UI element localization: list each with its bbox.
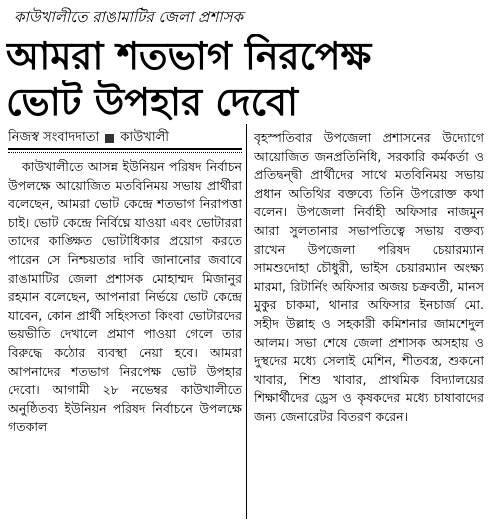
headline-line-2: ভোট উপহার দেবো — [6, 80, 299, 124]
square-bullet-icon — [105, 134, 114, 143]
article-paragraph-left: কাউখালীতে আসন্ন ইউনিয়ন পরিষদ নির্বাচন উপলক্ষে আয়োজিত মতবিনিময় সভায় প্রার্থীরা বলেছেন, আমরা ভোট কেন্দ্রে শতভাগ নিরাপত্তা চাই। ভোট কেন্দ্রে নির্বিঘ্নে যাওয়া এবং ভোটাররা তাদের কাঙ্ক্ষিত ভোটাধিকার প্রয়োগ করতে পারেন সে নিশ্চয়তার দাবি জানানোর জবাবে রাঙামাটির জেলা প্রশাসক মোহাম্মদ মিজানুর রহমান বলেছেন, আপনারা নির্ভয়ে ভোট কেন্দ্রে যাবেন, কোন প্রার্থী সহিংসতা কিংবা ভোটারদের ভয়ভীতি দেখালে প্রমাণ পাওয়া গেলে তার বিরুদ্ধে কঠোর ব্যবস্থা নেয়া হবে। আমরা আপনাদের শতভাগ নিরপেক্ষ ভোট উপহার দেবো। আগামী ২৮ নভেম্বর কাউখালীতে অনুষ্ঠিতব্য ইউনিয়ন পরিষদ নির্বাচনে উপলক্ষে গতকাল — [8, 159, 242, 435]
article-body-right-column — [254, 129, 484, 525]
byline-location: কাউখালী — [120, 130, 170, 145]
headline-line-1: আমরা শতভাগ নিরপেক্ষ — [6, 34, 372, 78]
article-kicker: কাউখালীতে রাঙামাটির জেলা প্রশাসক — [14, 8, 243, 26]
byline-source: নিজস্ব সংবাদদাতা — [8, 130, 100, 145]
article-body-left-column — [8, 158, 242, 526]
byline-rule — [8, 148, 242, 150]
column-divider — [246, 124, 247, 519]
byline-dotted-rule — [8, 152, 242, 153]
article-paragraph-right: বৃহস্পতিবার উপজেলা প্রশাসনের উদ্যোগে আয়োজিত জনপ্রতিনিধি, সরকারি কর্মকর্তা ও প্রতিদ্বন্দ্বী প্রার্থীদের সাথে মতবিনিময় সভায় প্রধান অতিথির বক্তব্যে তিনি উপরোক্ত কথা বলেন। উপজেলা নির্বাহী অফিসার নাজমুন আরা সুলতানার সভাপতিত্বে সভায় বক্তব্য রাখেন উপজেলা পরিষদ চেয়ারম্যান সামশুদোহা চৌধুরী, ভাইস চেয়ারম্যান অংক্ষ্য মারমা, রিটার্নিং অফিসার অজয় চক্রবর্তী, মানস মুকুর চাকমা, থানার অফিসার ইনচার্জ মো. সহীদ উল্লাহ ও সহকারী কমিশনার জামশেদুল আলম। সভা শেষে জেলা প্রশাসক অসহায় ও দুস্থদের মধ্যে সেলাই মেশিন, শীতবস্ত্র, শুকনো খাবার, শিশু খাবার, প্রাথমিক বিদ্যালয়ের শিক্ষার্থীদের ড্রেস ও কৃষকদের মধ্যে চাষাবাদের জন্য জেনারেটর বিতরণ করেন। — [254, 130, 484, 424]
byline — [8, 128, 248, 149]
